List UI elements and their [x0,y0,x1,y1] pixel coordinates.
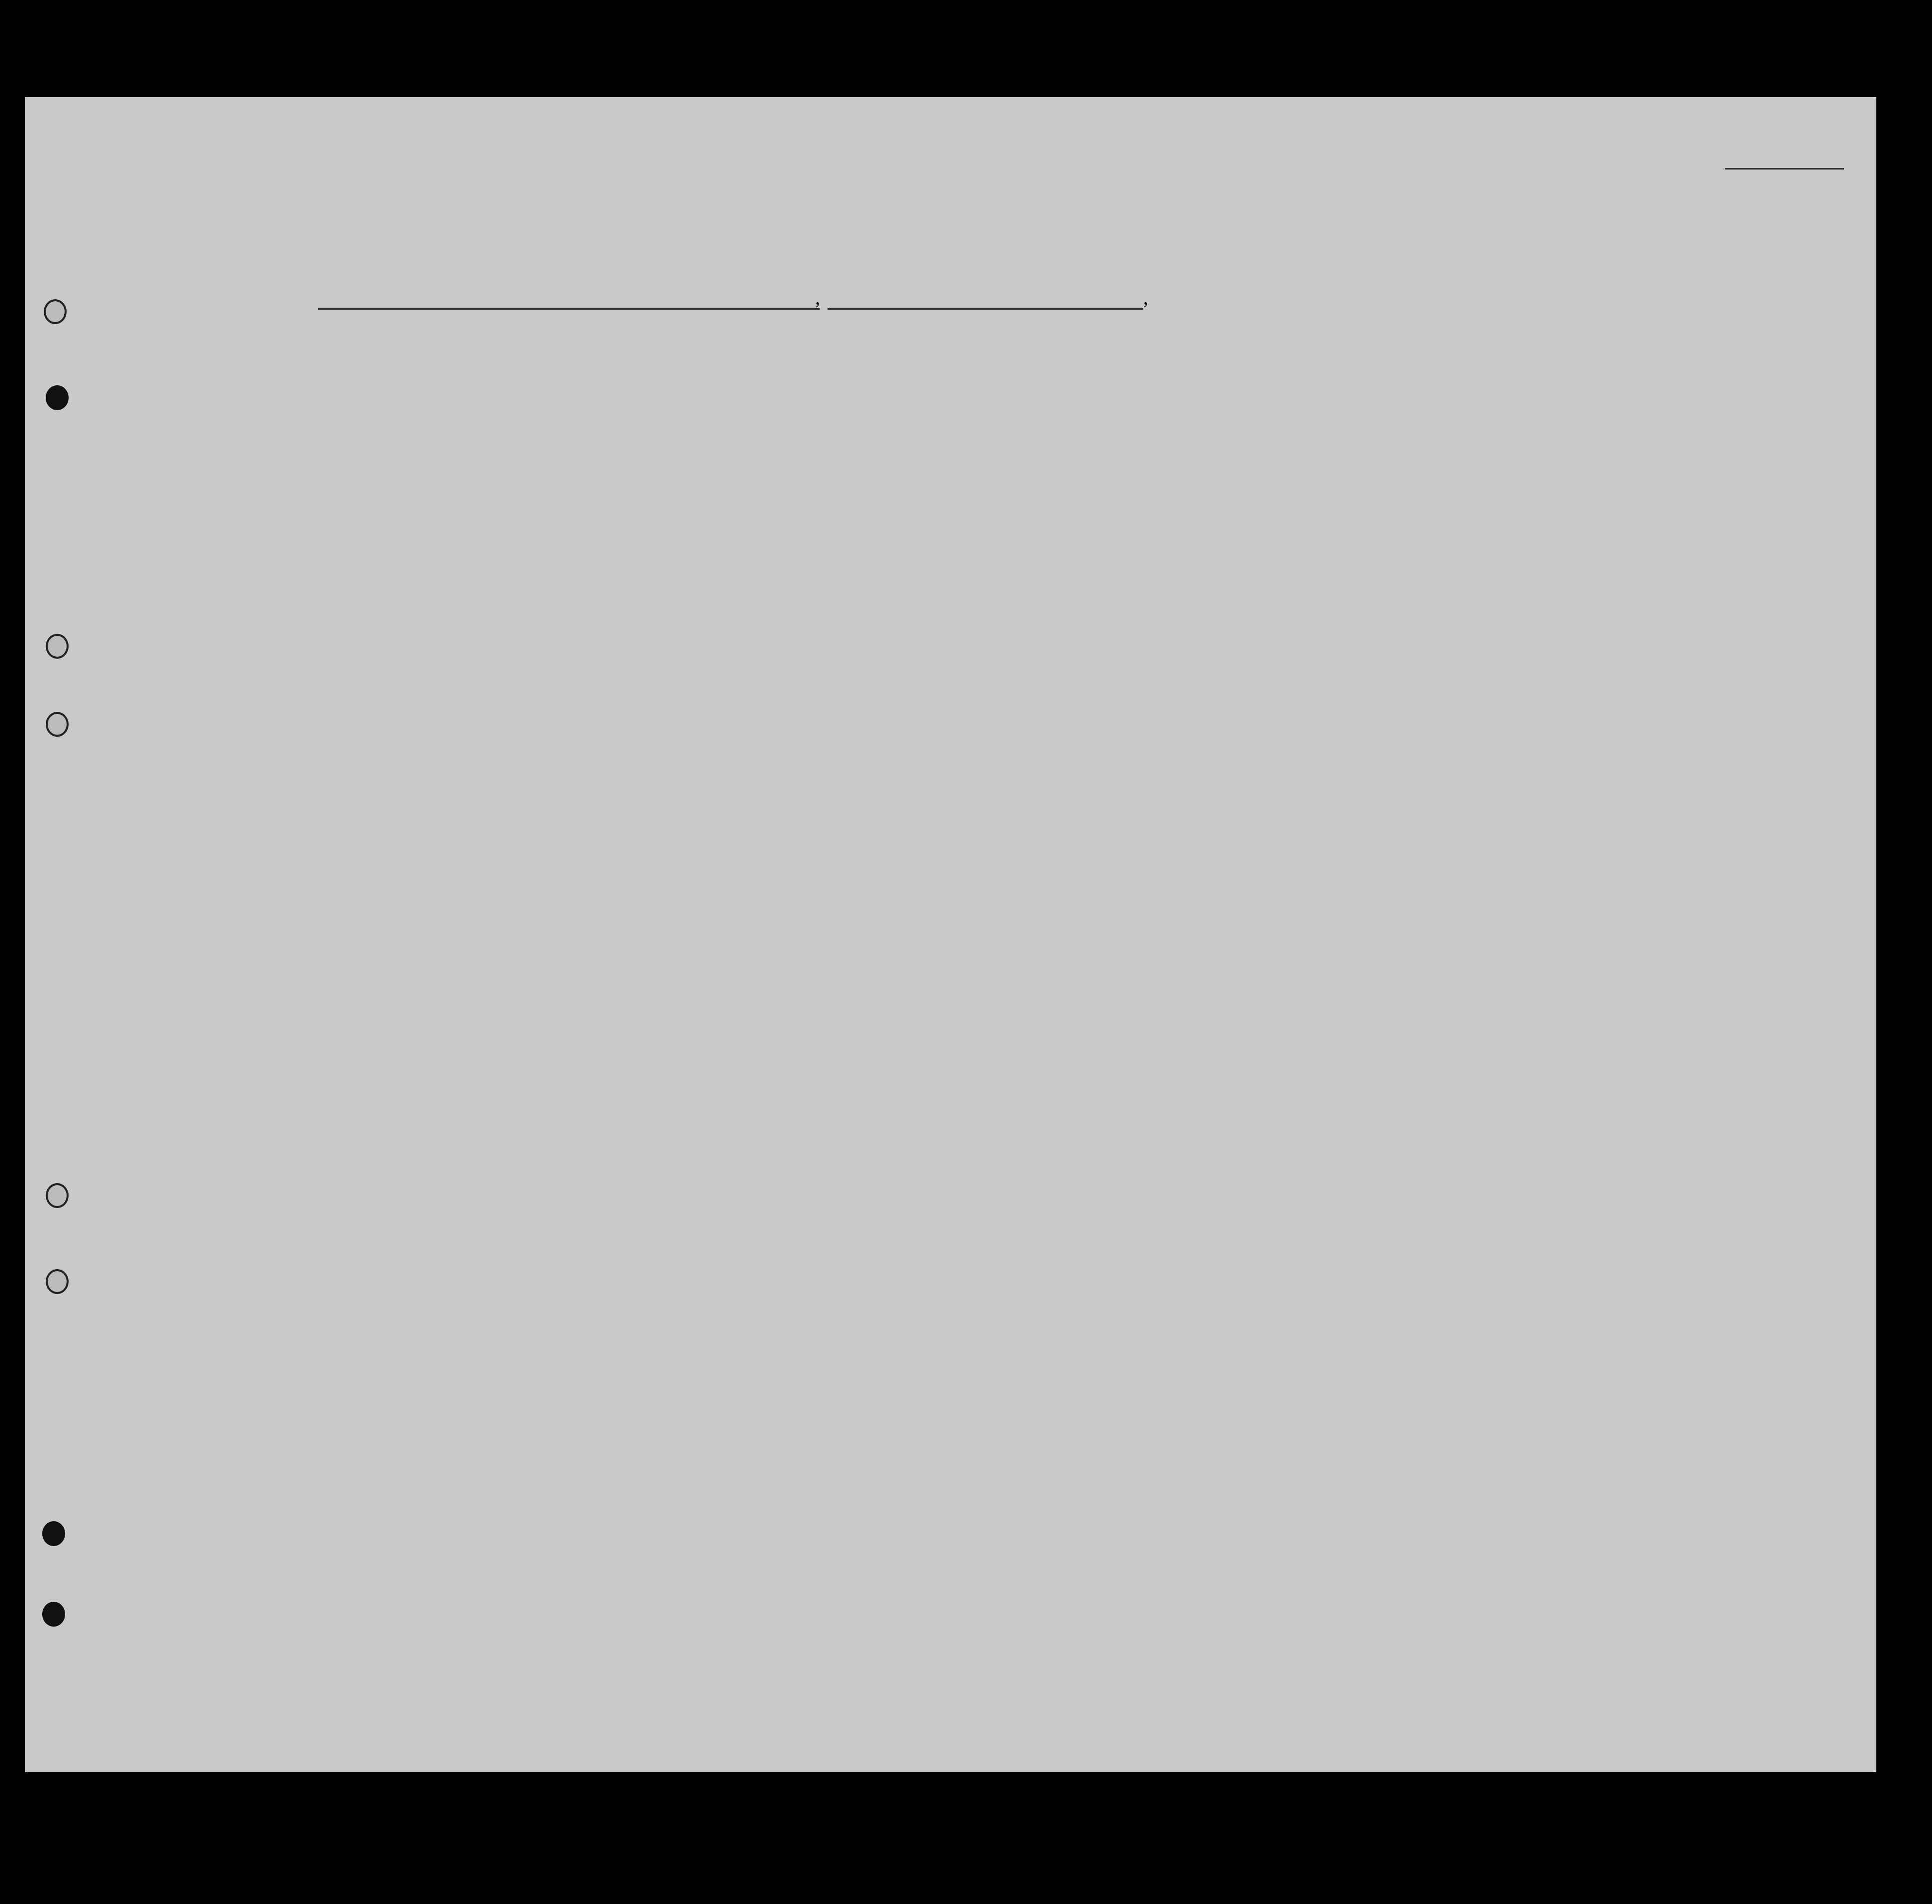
comma-2: , [1143,286,1148,309]
punch-hole [42,1602,65,1627]
punch-hole [46,634,69,659]
punch-hole [46,1269,69,1294]
punch-hole [42,1521,65,1546]
comma-1: , [815,286,820,309]
punch-hole [46,712,69,737]
punch-hole [44,299,67,324]
punch-hole [46,1183,69,1208]
punch-hole [46,385,69,410]
